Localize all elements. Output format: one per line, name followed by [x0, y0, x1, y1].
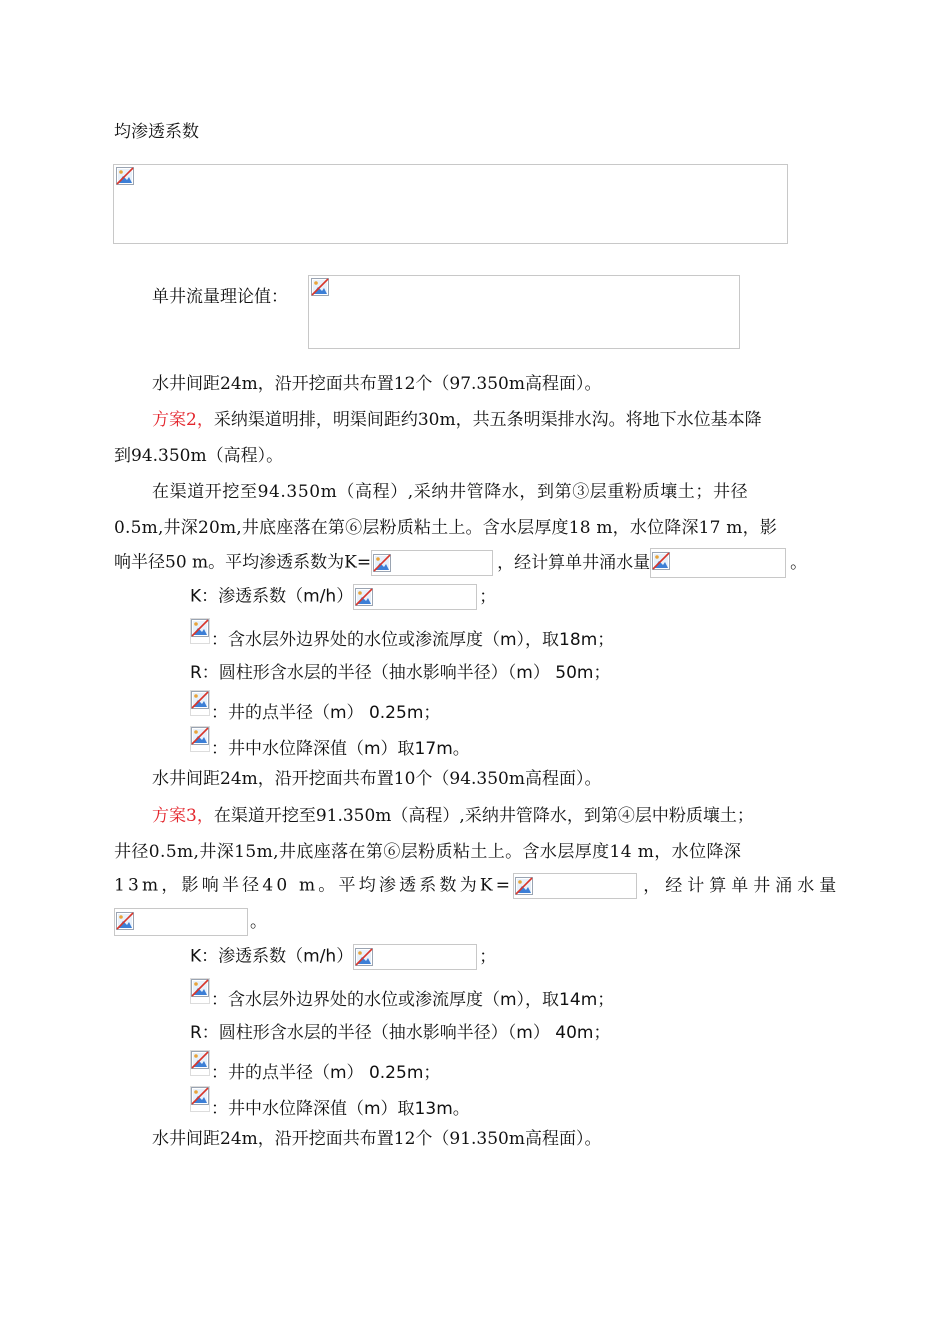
formula-image-frame [190, 978, 210, 1004]
formula-image-frame [190, 726, 210, 752]
plan2-r-text: R：圆柱形含水层的半径（抽水影响半径）（m） 50m； [190, 663, 611, 683]
plan3-text: 在渠道开挖至91.350m（高程）,采纳井管降水，到第④层中粉质壤土； [213, 806, 754, 826]
plan2-k-end: ； [479, 586, 497, 607]
plan2-tag: 方案2， [152, 410, 214, 430]
formula-image-frame [308, 275, 740, 349]
broken-image-icon [311, 278, 329, 296]
plan3-line1 [152, 804, 850, 828]
plan2-k-line [190, 584, 926, 610]
plan2-line5c: 。 [790, 552, 808, 573]
plan3-k-line [190, 944, 926, 970]
formula-image-frame [650, 548, 786, 578]
plan3-line4-end: 。 [250, 911, 267, 932]
single-well-label: 单井流量理论值： [152, 287, 288, 307]
plan3-h-text: ：含水层外边界处的水位或渗流厚度（m），取14m； [211, 990, 615, 1010]
plan2-line5 [114, 548, 850, 578]
plan2-line2: 到94.350m（高程）。 [114, 446, 284, 466]
plan2-line4: 0.5m,井深20m,井底座落在第⑥层粉质粘土上。含水层厚度18 m，水位降深17 m，影 [114, 518, 778, 538]
plan3-rw-text: ：井的点半径（m） 0.25m； [211, 1063, 441, 1083]
plan3-r-text: R：圆柱形含水层的半径（抽水影响半径）（m） 40m； [190, 1023, 611, 1043]
plan3-line2: 井径0.5m,井深15m,井底座落在第⑥层粉质粘土上。含水层厚度14 m，水位降深 [114, 842, 742, 862]
broken-image-icon [191, 727, 209, 745]
formula-image-frame [353, 584, 477, 610]
plan3-summary: 水井间距24m，沿开挖面共布置12个（91.350m高程面）。 [152, 1129, 602, 1149]
broken-image-icon [191, 619, 209, 637]
broken-image-icon [355, 948, 373, 966]
plan3-line3b: ，经计算单井涌水量 [643, 875, 842, 896]
plan2-h-text: ：含水层外边界处的水位或渗流厚度（m），取18m； [211, 630, 615, 650]
plan3-line4 [114, 908, 850, 936]
plan3-s-text: ：井中水位降深值（m）取13m。 [211, 1099, 470, 1119]
plan2-text: 采纳渠道明排，明渠间距约30m，共五条明渠排水沟。将地下水位基本降 [213, 410, 762, 430]
broken-image-icon [116, 167, 134, 185]
plan2-line5b: ，经计算单井涌水量 [497, 552, 651, 573]
plan1-summary: 水井间距24m，沿开挖面共布置12个（97.350m高程面）。 [152, 374, 602, 394]
broken-image-icon [191, 1051, 209, 1069]
plan2-line1 [152, 408, 850, 432]
broken-image-icon [373, 554, 391, 572]
broken-image-icon [355, 588, 373, 606]
formula-image-frame [190, 1086, 210, 1112]
broken-image-icon [191, 1087, 209, 1105]
plan2-rw-text: ：井的点半径（m） 0.25m； [211, 703, 441, 723]
broken-image-icon [652, 552, 670, 570]
formula-image-frame [353, 944, 477, 970]
formula-image-frame [371, 550, 493, 576]
plan2-line3: 在渠道开挖至94.350m（高程）,采纳井管降水，到第③层重粉质壤土；井径 [152, 482, 749, 502]
broken-image-icon [515, 877, 533, 895]
formula-image-frame [513, 873, 637, 899]
formula-image-frame [190, 618, 210, 644]
plan3-line3 [114, 873, 850, 899]
plan3-tag: 方案3， [152, 806, 214, 826]
section-heading: 均渗透系数 [114, 122, 199, 142]
broken-image-icon [116, 912, 134, 930]
plan3-k-end: ； [479, 946, 497, 967]
broken-image-icon [191, 979, 209, 997]
plan2-s-text: ：井中水位降深值（m）取17m。 [211, 739, 470, 759]
formula-image-frame [190, 690, 210, 716]
plan2-k-label: K：渗透系数（m/h） [190, 586, 354, 607]
plan2-summary: 水井间距24m，沿开挖面共布置10个（94.350m高程面）。 [152, 769, 602, 789]
plan3-line3a: 13m，影响半径40 m。平均渗透系数为K= [114, 875, 514, 896]
plan2-line5a: 响半径50 m。平均渗透系数为K= [114, 552, 372, 573]
formula-image-frame [190, 1050, 210, 1076]
formula-image-frame [113, 164, 788, 244]
formula-image-frame [114, 908, 248, 936]
plan3-k-label: K：渗透系数（m/h） [190, 946, 354, 967]
broken-image-icon [191, 691, 209, 709]
